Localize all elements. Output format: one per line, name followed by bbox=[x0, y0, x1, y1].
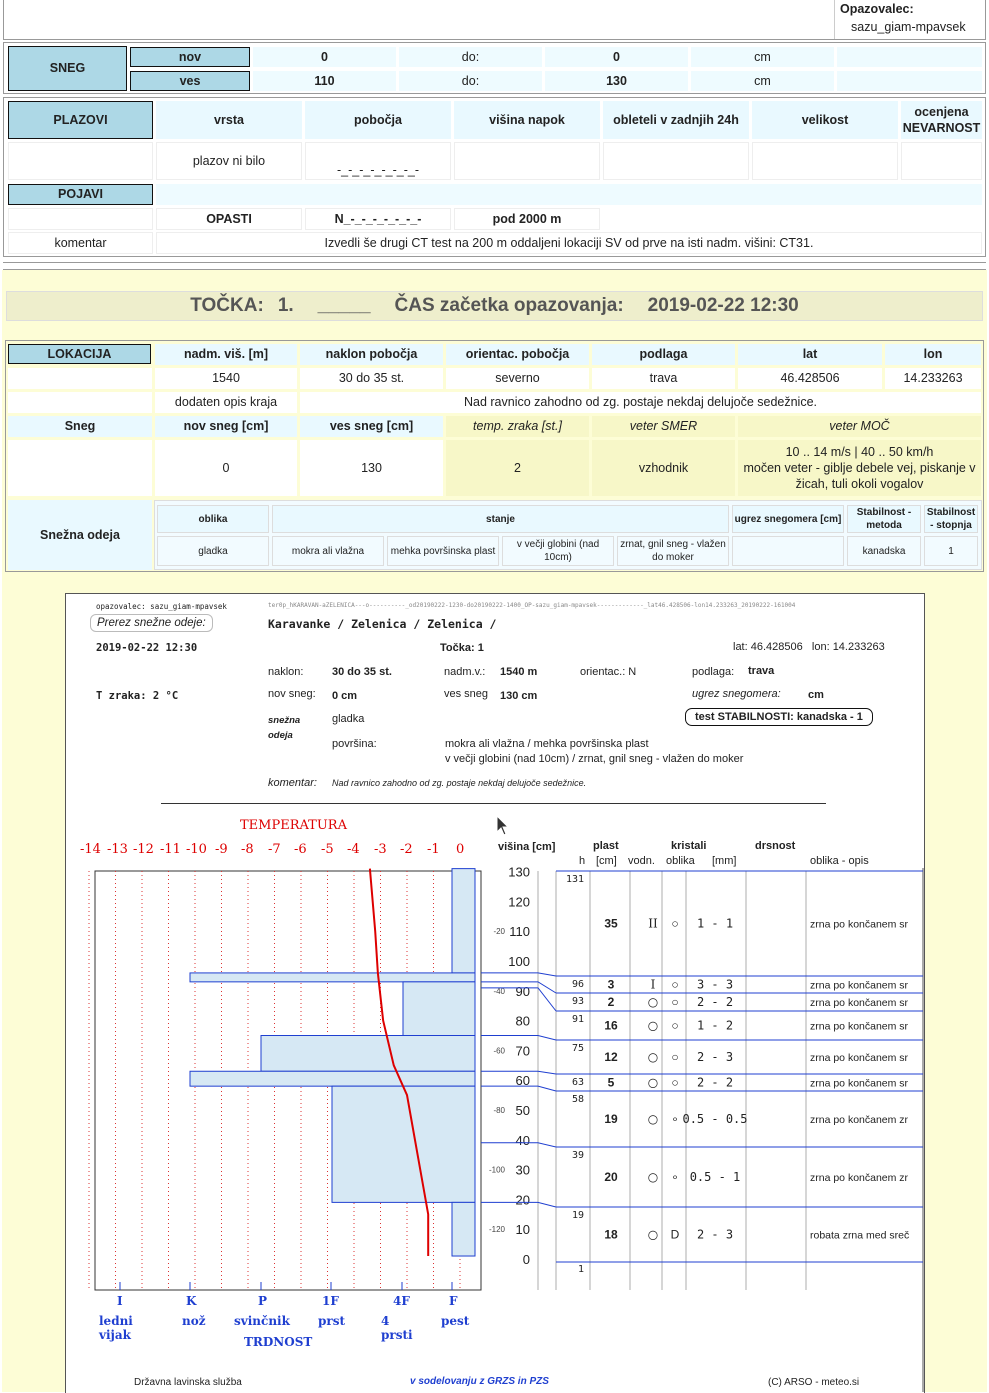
col-h: h bbox=[579, 855, 586, 867]
plazovi-label: PLAZOVI bbox=[8, 101, 153, 139]
hardness-code-4f: 4F bbox=[393, 1294, 410, 1308]
hardness-bar bbox=[332, 1086, 475, 1202]
odeja-h-ugrez: ugrez snegomera [cm] bbox=[732, 505, 844, 533]
profile-ugrez-label: ugrez snegomera: bbox=[692, 688, 781, 700]
height-tick-label: 40 bbox=[515, 1132, 530, 1148]
profile-naklon-label: naklon: bbox=[268, 666, 304, 678]
lok-orient: severno bbox=[446, 368, 589, 389]
hardness-code-p: P bbox=[258, 1294, 268, 1308]
pojavi-type: OPASTI bbox=[156, 208, 302, 230]
layer-oblika: ○ bbox=[671, 1075, 679, 1090]
temp-tick: -3 bbox=[374, 842, 387, 857]
sneg-ves-to: 130 bbox=[545, 71, 688, 91]
hardness-code-i: I bbox=[117, 1294, 123, 1308]
hardness-name-1f: prst bbox=[318, 1314, 346, 1328]
layer-oblika: ∘ bbox=[671, 1112, 679, 1126]
layer-mm: 2 - 2 bbox=[696, 1075, 734, 1090]
height-tick-label: 80 bbox=[515, 1013, 530, 1029]
sneg2-h-temp: temp. zraka [st.] bbox=[446, 416, 589, 437]
odeja-h-stopnja: Stabilnost - stopnja bbox=[924, 505, 978, 533]
profile-povrsina-label: površina: bbox=[332, 738, 377, 750]
lok-h-podlaga: podlaga bbox=[592, 344, 735, 365]
plazovi-h-nevarnost: ocenjena NEVARNOST bbox=[901, 101, 982, 139]
layer-oblika: D bbox=[670, 1227, 680, 1242]
col-vodn: vodn. bbox=[628, 855, 655, 867]
profile-nov-label: nov sneg: bbox=[268, 688, 316, 700]
layer-vodn: ○ bbox=[647, 995, 659, 1009]
sneg2-moc-2: močen veter - giblje debele vej, piskanje v bbox=[743, 460, 976, 475]
lokacija-label: LOKACIJA bbox=[8, 344, 151, 364]
layer-connector bbox=[481, 973, 556, 976]
profile-test: test STABILNOSTI: kanadska - 1 bbox=[685, 708, 873, 726]
plazovi-vrsta: plazov ni bilo bbox=[156, 142, 302, 180]
layer-oblika: ○ bbox=[671, 1050, 679, 1064]
sneg2-smer: vzhodnik bbox=[592, 440, 735, 496]
temp-tick: -9 bbox=[215, 842, 228, 857]
hardness-bar bbox=[452, 869, 475, 973]
temp-tick: -2 bbox=[400, 842, 413, 857]
profile-podlaga-label: podlaga: bbox=[692, 666, 735, 678]
sneg2-nov: 0 bbox=[155, 440, 297, 496]
sneg-nov-unit: cm bbox=[691, 47, 834, 67]
layer-vodn: ○ bbox=[647, 1075, 659, 1090]
layer-h: 131 bbox=[565, 874, 584, 885]
trdnost-label: TRDNOST bbox=[244, 1335, 313, 1349]
layer-h: 39 bbox=[571, 1150, 584, 1161]
hardness-bar bbox=[190, 973, 475, 982]
height-tick-label: 120 bbox=[508, 894, 530, 910]
layer-mm: 1 - 1 bbox=[696, 916, 734, 931]
profile-prerez: Prerez snežne odeje: bbox=[90, 614, 213, 632]
plazovi-h-vrsta: vrsta bbox=[156, 101, 302, 139]
hardness-bar bbox=[261, 1036, 475, 1072]
plazovi-h-pobocja: pobočja bbox=[305, 101, 451, 139]
layer-vodn: ○ bbox=[647, 1112, 659, 1126]
hardness-bar bbox=[190, 1071, 475, 1086]
layer-mm: 2 - 3 bbox=[696, 1227, 734, 1242]
layer-plast: 18 bbox=[604, 1227, 618, 1242]
odeja-stanje-3: v večji globini (nad 10cm) bbox=[502, 536, 614, 566]
profile-ves-label: ves sneg bbox=[444, 688, 489, 700]
sneg-label: SNEG bbox=[8, 46, 127, 91]
depth-tick-label: -100 bbox=[488, 1165, 505, 1175]
odeja-h-stanje: stanje bbox=[272, 505, 729, 533]
sneg-nov-to: 0 bbox=[545, 47, 688, 67]
plazovi-pobocja: -_-_-_-_-_-_-_- bbox=[305, 142, 451, 180]
col-drsnost: drsnost bbox=[755, 840, 796, 852]
profile-oblika: gladka bbox=[332, 713, 365, 725]
profile-observer: opazovalec: sazu_giam-mpavsek bbox=[96, 602, 227, 611]
plazovi-h-velikost: velikost bbox=[752, 101, 898, 139]
tocka-blank: _____ bbox=[317, 295, 371, 316]
layer-h-bottom: 1 bbox=[577, 1264, 584, 1275]
profile-podlaga: trava bbox=[748, 665, 775, 677]
profile-date: 2019-02-22 12:30 bbox=[96, 642, 198, 654]
cas-value: 2019-02-22 12:30 bbox=[647, 295, 799, 316]
height-tick-label: 20 bbox=[515, 1192, 530, 1208]
height-tick-label: 70 bbox=[515, 1043, 530, 1059]
lok-h-lon: lon bbox=[885, 344, 981, 365]
col-kristali: kristali bbox=[671, 840, 707, 852]
sneg2-ves: 130 bbox=[300, 440, 443, 496]
temp-tick: -6 bbox=[294, 842, 307, 857]
odeja-h-metoda: Stabilnost - metoda bbox=[847, 505, 921, 533]
layer-opis: zrna po končanem sr bbox=[810, 1020, 909, 1033]
depth-tick-label: -40 bbox=[493, 986, 505, 996]
layer-plast: 16 bbox=[604, 1018, 618, 1033]
profile-naklon: 30 do 35 st. bbox=[332, 666, 392, 678]
sneg-ves-from: 110 bbox=[253, 71, 396, 91]
layer-connector bbox=[481, 1036, 556, 1041]
sneg-nov-do: do: bbox=[399, 47, 542, 67]
height-tick-label: 100 bbox=[508, 954, 530, 969]
profile-odeja: odeja bbox=[268, 730, 293, 741]
depth-tick-label: -60 bbox=[493, 1046, 505, 1056]
profile-snezna: snežna bbox=[268, 715, 301, 726]
layer-plast: 35 bbox=[604, 916, 618, 931]
temp-title: TEMPERATURA bbox=[240, 818, 347, 833]
layer-plast: 2 bbox=[607, 995, 615, 1009]
layer-mm: 2 - 2 bbox=[696, 995, 734, 1009]
odeja-stopnja: 1 bbox=[924, 536, 978, 566]
height-tick-label: 0 bbox=[522, 1252, 530, 1267]
pojavi-label: POJAVI bbox=[8, 184, 153, 205]
height-tick-label: 10 bbox=[515, 1222, 530, 1238]
profile-latlon: lat: 46.428506 lon: 14.233263 bbox=[733, 641, 885, 653]
height-tick-label: 50 bbox=[515, 1103, 530, 1118]
hardness-name-i: ledni vijak bbox=[99, 1314, 133, 1342]
temp-tick: -7 bbox=[268, 842, 281, 857]
temp-tick: -10 bbox=[186, 842, 207, 857]
hardness-bar bbox=[403, 982, 475, 1036]
layer-plast: 20 bbox=[604, 1170, 618, 1184]
pojavi-pobocja: N_-_-_-_-_-_-_- bbox=[305, 208, 451, 230]
layer-h: 63 bbox=[571, 1077, 584, 1088]
sneg-ves-unit: cm bbox=[691, 71, 834, 91]
height-tick-label: 30 bbox=[515, 1162, 530, 1178]
profile-orient: orientac.: N bbox=[580, 666, 637, 678]
col-opis: oblika - opis bbox=[810, 855, 869, 867]
profile-code: ter0p_hKARAVAN-aZELENICA---o----------_od20190222-1230-do20190222-1400_OP-sazu_giam-mpavsek-------------_lat46.428506-lon14.233263_20190222-161004 bbox=[268, 602, 796, 609]
profile-tocka: Točka: 1 bbox=[440, 642, 484, 654]
layer-plast: 3 bbox=[607, 977, 615, 992]
layer-opis: zrna po končanem sr bbox=[810, 1052, 909, 1064]
lok-naklon: 30 do 35 st. bbox=[300, 368, 443, 389]
odeja-stanje-2: mehka površinska plast bbox=[387, 536, 499, 566]
layer-opis: robata zrna med sreč bbox=[810, 1229, 910, 1242]
odeja-stanje-1: mokra ali vlažna bbox=[272, 536, 384, 566]
sneg2-moc-3: žicah, tuli okoli vogalov bbox=[795, 477, 924, 492]
hardness-bar bbox=[452, 1202, 475, 1256]
profile-nov: 0 cm bbox=[332, 690, 358, 702]
layer-opis: zrna po končanem zr bbox=[810, 1114, 909, 1126]
hardness-name-p: svinčnik bbox=[234, 1314, 290, 1328]
layer-mm: 3 - 3 bbox=[696, 977, 734, 992]
lok-opis: Nad ravnico zahodno od zg. postaje nekdaj delujoče sedežnice. bbox=[300, 392, 981, 413]
footer-mid: v sodelovanju z GRZS in PZS bbox=[410, 1376, 549, 1387]
layer-h: 93 bbox=[571, 996, 584, 1007]
sneg2-moc-1: 10 .. 14 m/s | 40 .. 50 km/h bbox=[785, 444, 934, 459]
profile-nadm-label: nadm.v.: bbox=[444, 666, 486, 678]
lok-lon: 14.233263 bbox=[885, 368, 981, 389]
layer-plast: 19 bbox=[604, 1112, 618, 1126]
layer-opis: zrna po končanem sr bbox=[810, 997, 909, 1009]
layer-plast: 12 bbox=[604, 1050, 618, 1064]
lok-opis-label: dodaten opis kraja bbox=[155, 392, 297, 413]
layer-vodn: II bbox=[648, 916, 658, 931]
layer-h: 91 bbox=[571, 1014, 584, 1025]
depth-tick-label: -120 bbox=[488, 1225, 505, 1235]
sneg-ves-label: ves bbox=[130, 71, 250, 91]
sneg2-h-moc: veter MOČ bbox=[738, 416, 981, 437]
height-tick-label: 90 bbox=[515, 983, 530, 999]
observer-name: sazu_giam-mpavsek bbox=[851, 20, 966, 34]
layer-oblika: ○ bbox=[671, 916, 679, 931]
height-tick-label: 130 bbox=[508, 864, 530, 880]
layer-h: 58 bbox=[571, 1094, 584, 1105]
layer-oblika: ○ bbox=[671, 995, 679, 1009]
col-plast-cm: [cm] bbox=[596, 855, 617, 867]
profile-tzraka: T zraka: 2 °C bbox=[96, 690, 179, 702]
col-oblika: oblika bbox=[666, 855, 695, 867]
profile-komentar: Nad ravnico zahodno od zg. postaje nekdaj delujoče sedežnice. bbox=[332, 778, 587, 788]
profile-komentar-label: komentar: bbox=[268, 777, 317, 789]
layer-vodn: ○ bbox=[647, 1227, 659, 1242]
lok-h-nadm: nadm. viš. [m] bbox=[155, 344, 297, 365]
sneg2-h-ves: ves sneg [cm] bbox=[300, 416, 443, 437]
odeja-metoda: kanadska bbox=[847, 536, 921, 566]
layer-mm: 0.5 - 0.5 bbox=[682, 1112, 748, 1126]
lok-lat: 46.428506 bbox=[738, 368, 882, 389]
layer-vodn: ○ bbox=[647, 1018, 659, 1033]
layer-h: 75 bbox=[571, 1043, 584, 1054]
temp-tick: -13 bbox=[107, 842, 128, 857]
temp-tick: -4 bbox=[347, 842, 360, 857]
profile-nadm: 1540 m bbox=[500, 666, 538, 678]
layer-opis: zrna po končanem sr bbox=[810, 1077, 909, 1090]
sneg2-label: Sneg bbox=[8, 416, 152, 437]
footer-left: Državna lavinska služba bbox=[134, 1377, 242, 1388]
layer-mm: 0.5 - 1 bbox=[689, 1170, 741, 1184]
height-tick-label: 60 bbox=[515, 1073, 530, 1089]
lok-podlaga: trava bbox=[592, 368, 735, 389]
sneg-ves-do: do: bbox=[399, 71, 542, 91]
odeja-label: Snežna odeja bbox=[8, 500, 152, 570]
temp-tick: -1 bbox=[427, 842, 440, 857]
lok-nadm: 1540 bbox=[155, 368, 297, 389]
sneg2-h-smer: veter SMER bbox=[592, 416, 735, 437]
height-tick-label: 110 bbox=[509, 924, 530, 940]
temp-tick: 0 bbox=[456, 842, 465, 857]
tocka-num: 1. bbox=[277, 295, 294, 316]
hardness-code-1f: 1F bbox=[322, 1294, 339, 1308]
col-mm: [mm] bbox=[712, 855, 737, 867]
odeja-oblika: gladka bbox=[157, 536, 269, 566]
depth-tick-label: -20 bbox=[493, 927, 505, 937]
lok-h-lat: lat bbox=[738, 344, 882, 365]
pojavi-visina: pod 2000 m bbox=[454, 208, 600, 230]
col-plast: plast bbox=[593, 840, 619, 852]
layer-vodn: ○ bbox=[647, 1050, 659, 1064]
plazovi-h-visina: višina napok bbox=[454, 101, 600, 139]
lok-h-naklon: naklon pobočja bbox=[300, 344, 443, 365]
layer-h: 19 bbox=[571, 1210, 584, 1221]
hardness-code-f: F bbox=[449, 1294, 458, 1308]
layer-plast: 5 bbox=[607, 1075, 615, 1090]
footer-right: (C) ARSO - meteo.si bbox=[768, 1377, 860, 1388]
komentar-text: Izvedli še drugi CT test na 200 m oddaljeni lokaciji SV od prve na isti nadm. višini: CT31. bbox=[156, 232, 982, 254]
komentar-label: komentar bbox=[8, 232, 153, 254]
profile-povrsina-2: v večji globini (nad 10cm) / zrnat, gnil sneg - vlažen do moker bbox=[445, 753, 744, 765]
layer-opis: zrna po končanem zr bbox=[810, 1172, 909, 1184]
plazovi-h-obleteli: obleteli v zadnjih 24h bbox=[603, 101, 749, 139]
temp-tick: -5 bbox=[321, 842, 334, 857]
temp-tick: -8 bbox=[241, 842, 254, 857]
temp-tick: -14 bbox=[80, 842, 101, 857]
odeja-stanje-4: zrnat, gnil sneg - vlažen do moker bbox=[617, 536, 729, 566]
layer-opis: zrna po končanem sr bbox=[810, 979, 909, 992]
layer-oblika: ○ bbox=[671, 1018, 679, 1033]
hardness-name-f: pest bbox=[441, 1314, 470, 1328]
layer-vodn: I bbox=[650, 977, 656, 992]
hardness-code-k: K bbox=[186, 1294, 197, 1308]
sneg-nov-from: 0 bbox=[253, 47, 396, 67]
sneg2-h-nov: nov sneg [cm] bbox=[155, 416, 297, 437]
col-visina: višina [cm] bbox=[498, 841, 556, 853]
layer-vodn: ○ bbox=[647, 1170, 659, 1184]
odeja-h-oblika: oblika bbox=[157, 505, 269, 533]
depth-tick-label: -80 bbox=[493, 1106, 505, 1115]
cas-label: ČAS začetka opazovanja: bbox=[394, 295, 624, 316]
profile-ugrez: cm bbox=[808, 689, 824, 701]
hardness-name-k: nož bbox=[182, 1314, 206, 1328]
hardness-name-4f: 4 prsti bbox=[381, 1314, 413, 1342]
sneg-nov-label: nov bbox=[130, 47, 250, 67]
temp-tick: -12 bbox=[133, 842, 154, 857]
layer-mm: 2 - 3 bbox=[696, 1050, 734, 1064]
observer-label: Opazovalec: bbox=[840, 2, 914, 16]
profile-ves: 130 cm bbox=[500, 690, 538, 702]
sneg2-temp: 2 bbox=[446, 440, 589, 496]
profile-povrsina-1: mokra ali vlažna / mehka površinska plast bbox=[445, 738, 649, 750]
temp-tick: -11 bbox=[160, 842, 181, 857]
tocka-label: TOČKA: bbox=[190, 295, 264, 316]
layer-opis: zrna po končanem sr bbox=[810, 918, 909, 931]
lok-h-orient: orientac. pobočja bbox=[446, 344, 589, 365]
layer-oblika: ○ bbox=[671, 977, 679, 992]
profile-location: Karavanke / Zelenica / Zelenica / bbox=[268, 617, 497, 631]
layer-mm: 1 - 2 bbox=[696, 1018, 734, 1033]
layer-oblika: ∘ bbox=[671, 1170, 679, 1184]
layer-h: 96 bbox=[571, 979, 584, 990]
